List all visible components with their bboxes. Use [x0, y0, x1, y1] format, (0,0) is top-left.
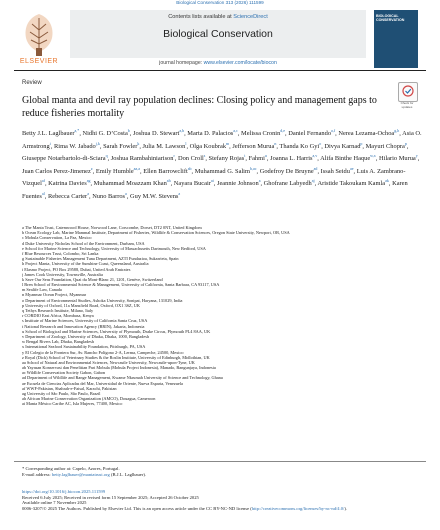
author-affiliation-marker[interactable]: aa,a: [133, 165, 140, 171]
author-name[interactable]: Nerea Lezama-Ochoa: [338, 130, 395, 138]
affiliation-item: o Department of Environmental Studies, Ashoka University, Sonipat, Haryana, 131029, India: [22, 297, 183, 303]
author-name[interactable]: Nidhi G. D’Costa: [82, 130, 128, 138]
author-name[interactable]: Aristide Takoukam Kamla: [317, 180, 386, 188]
affiliation-item: v Department of Zoology, University of Dhaka, Dhaka, 1000, Bangladesh: [22, 333, 150, 339]
check-for-updates-label: Check for updates: [400, 101, 414, 109]
author-name[interactable]: Muhammad G. Salim: [194, 167, 250, 175]
affiliation-item: e School for Marine Science and Technology, University of Massachusetts Dartmouth, New Bedford, USA: [22, 245, 206, 251]
affiliation-item: p University of Oxford, 11a Mansfield Road, Oxford, OX1 3SZ, UK: [22, 302, 140, 308]
author-affiliation-marker[interactable]: s: [203, 153, 206, 159]
license-line: [22, 506, 422, 512]
author-affiliation-marker[interactable]: p: [360, 140, 363, 146]
affiliation-item: c Mobula Conservation, La Paz, Mexico: [22, 235, 92, 241]
author-affiliation-marker[interactable]: k: [137, 140, 140, 146]
author-name[interactable]: Marta D. Palacios: [187, 130, 234, 138]
author-affiliation-marker[interactable]: p: [404, 140, 407, 146]
sciencedirect-link[interactable]: ScienceDirect: [233, 14, 268, 20]
affiliation-item: n Myanmar Ocean Project, Myanmar: [22, 292, 87, 298]
header-divider: [14, 70, 426, 71]
affiliation-item: q Tethys Research Institute, Milano, Italy: [22, 308, 94, 313]
author-name[interactable]: Stefany Rojas: [208, 155, 245, 163]
author-affiliation-marker[interactable]: j,k: [95, 140, 100, 146]
author-name[interactable]: Muhammad Moazzam Khan: [93, 180, 167, 188]
author-name[interactable]: Olga Koubrak: [189, 142, 227, 150]
doi-link[interactable]: https://doi.org/10.1016/j.biocon.2025.111599: [22, 489, 106, 494]
author-name[interactable]: Issah Seidu: [320, 167, 350, 175]
author-affiliation-marker[interactable]: l: [185, 140, 187, 146]
affiliation-item: l Bren School of Environmental Science & Management, University of California, Santa Barbara, CA 93117, USA: [22, 282, 220, 288]
license-prefix: 0006-3207/© 2025 The Authors. Published by Elsevier Ltd. This is an open access article under the CC BY-NC-ND license (: [22, 505, 252, 511]
author-affiliation-marker[interactable]: u: [264, 153, 267, 159]
journal-homepage-line: [70, 60, 366, 66]
affiliation-item: a The Manta Trust, Catemwood House, Norwood Lane, Corscombe, Dorset, DT2 0NT, United Kingdom: [22, 225, 202, 230]
author-affiliation-marker[interactable]: ai: [210, 178, 214, 184]
elsevier-logo: [14, 10, 64, 58]
affiliation-item: f Blue Resources Trust, Colombo, Sri Lanka: [22, 250, 99, 256]
author-name[interactable]: Guy M.W. Stevens: [130, 192, 179, 200]
author-affiliation-marker[interactable]: a: [125, 190, 127, 196]
author-name[interactable]: Joshua Rambahiniarison: [110, 155, 174, 163]
cover-title: BIOLOGICAL CONSERVATION: [376, 14, 405, 23]
author-affiliation-marker[interactable]: w,x: [370, 153, 376, 159]
author-name[interactable]: Luis A. Zambrano-Vizquel: [22, 167, 406, 188]
article-type: Review: [22, 80, 42, 86]
author-affiliation-marker[interactable]: a,c: [233, 128, 238, 133]
affiliation-item: ag University of São Paulo, São Paulo, Brazil: [22, 391, 101, 396]
author-affiliation-marker[interactable]: a: [258, 178, 261, 184]
author-affiliation-marker[interactable]: a: [178, 190, 181, 196]
affiliation-item: i Elasmo Project, PO Box 29588, Dubai, United Arab Emirates: [22, 266, 131, 272]
affiliation-item: g Sustainable Fisheries Management Tuna Department, AZTI Fundazioa, Sukarrieta, Spain: [22, 256, 179, 262]
publication-info: [22, 489, 422, 511]
author-name[interactable]: Alifa Binthe Haque: [320, 155, 371, 163]
affiliation-item: d Duke University Nicholas School of the Environment, Durham, USA: [22, 240, 145, 246]
affiliation-item: ab Yayasan Konservasi dan Penelitian Pari Mobula (Mobula Project Indonesia), Manado, Bangunjaya, Indonesia: [22, 365, 216, 371]
author-affiliation-marker[interactable]: q: [105, 153, 108, 159]
author-name[interactable]: Divya Karnad: [324, 142, 361, 150]
author-affiliation-marker[interactable]: ae: [349, 165, 354, 171]
author-name[interactable]: Hilario Murua: [379, 155, 416, 163]
author-affiliation-marker[interactable]: a,v: [312, 153, 318, 159]
affiliation-list: [22, 225, 422, 407]
author-name[interactable]: Nayara Bucair: [173, 180, 211, 188]
author-affiliation-marker[interactable]: m: [226, 140, 230, 146]
affiliation-item: u School of Biological and Marine Sciences, University of Plymouth, Drake Circus, Plymouth PL4 8AA, UK: [22, 328, 211, 334]
author-affiliation-marker[interactable]: n: [274, 140, 277, 146]
author-affiliation-marker[interactable]: d,e: [280, 128, 286, 133]
author-name[interactable]: Giuseppe Notarbartolo-di-Sciara: [22, 155, 106, 163]
author-name[interactable]: Daniel Fernando: [288, 130, 332, 138]
affiliation-item: ad Department of Wildlife and Range Management, Kwame Nkrumah University of Science and Technology, Ghana: [22, 375, 223, 381]
author-affiliation-marker[interactable]: b,ac: [249, 165, 257, 171]
author-name[interactable]: Juan Carlos Perez-Jimenez: [22, 167, 91, 175]
author-name[interactable]: Jefferson Murua: [232, 142, 275, 150]
author-name[interactable]: Karen Fuentes: [22, 180, 408, 200]
author-affiliation-marker[interactable]: ak: [385, 178, 389, 184]
author-affiliation-marker[interactable]: af: [41, 178, 45, 184]
author-affiliation-marker[interactable]: ag: [86, 178, 91, 184]
author-affiliation-marker[interactable]: y: [415, 153, 418, 159]
author-affiliation-marker[interactable]: ad: [313, 165, 318, 171]
contents-prefix: Contents lists available at: [168, 14, 234, 20]
article-title: Global manta and devil ray population declines: Closing policy and management gaps to reduce fisheries mortality: [22, 95, 377, 119]
homepage-prefix: journal homepage:: [159, 60, 204, 66]
author-name[interactable]: Rima W. Jabado: [54, 142, 96, 150]
affiliation-item: ah African Marine Conservation Organization (AMCO), Douagua, Cameroon: [22, 396, 156, 402]
author-name[interactable]: Melissa Cronin: [241, 130, 281, 138]
affiliation-item: af WWF-Pakistan, Shahrah-e-Faisal, Karachi, Pakistan: [22, 385, 117, 391]
author-affiliation-marker[interactable]: a,*: [74, 128, 80, 133]
affiliation-item: ac Wildlife Conservation Society Gabon, Gabon: [22, 370, 106, 376]
check-for-updates-badge[interactable]: [398, 82, 418, 102]
affiliation-item: m Sealife Law, Canada: [22, 287, 62, 293]
author-name[interactable]: Mayuri Chopra: [365, 142, 405, 150]
available-online: Available online 7 November 2025: [22, 500, 87, 506]
affiliation-item: r CORDIO East Africa, Mombasa, Kenya: [22, 313, 94, 319]
footnote-divider: [14, 461, 426, 462]
author-name[interactable]: Joanna L. Harris: [270, 155, 313, 163]
email-link[interactable]: betty.laglbauer@mantatrust.org: [51, 471, 110, 477]
check-updates-icon: [399, 83, 417, 101]
email-line: [22, 472, 422, 478]
affiliation-item: x International Seafood Sustainability Foundation, Pittsburgh, PA, USA: [22, 344, 146, 350]
affiliation-item: k Save Our Seas Foundation, Quai du Mont-Blanc 21, 1201, Genève, Switzerland: [22, 276, 163, 282]
author-name[interactable]: Thanda Ko Gyi: [279, 142, 320, 150]
affiliation-item: z Royal (Dick) School of Veterinary Studies & the Roslin Institute, University of Edinburgh, Midlothian, UK: [22, 354, 210, 360]
author-name[interactable]: Godefroy De Bruyne: [259, 167, 314, 175]
author-affiliation-marker[interactable]: g,h: [394, 128, 400, 133]
affiliation-item: ae Escuela de Ciencias Aplicadas del Mar, Universidad de Oriente, Nueva Esparta, Venezuela: [22, 380, 183, 386]
author-name[interactable]: Nuno Barros: [92, 192, 126, 200]
author-affiliation-marker[interactable]: ah: [166, 178, 171, 184]
author-affiliation-marker[interactable]: i: [49, 140, 51, 146]
journal-reference[interactable]: Biological Conservation 313 (2026) 111599: [176, 0, 264, 5]
corresponding-footnote: [22, 466, 422, 478]
author-name[interactable]: Julia M. Lawson: [142, 142, 186, 150]
affiliation-item: b Ocean Ecology Lab, Marine Mammal Institute, Department of Fisheries, Wildlife & Conservation Sciences, Oregon State University, Newport, OR, USA: [22, 230, 290, 236]
license-suffix: ).: [344, 505, 348, 511]
author-name[interactable]: Sarah Fowler: [103, 142, 138, 150]
author-affiliation-marker[interactable]: o: [319, 140, 322, 146]
author-affiliation-marker[interactable]: r: [173, 153, 175, 159]
author-name[interactable]: Ghofrane Labyedh: [263, 180, 312, 188]
author-affiliation-marker[interactable]: a,f: [331, 128, 336, 133]
author-name[interactable]: Betty J.L. Laglbauer: [22, 130, 75, 138]
author-name[interactable]: Joshua D. Stewart: [132, 130, 180, 138]
author-affiliation-marker[interactable]: al: [41, 190, 45, 196]
author-affiliation-marker[interactable]: b: [127, 128, 130, 133]
email-label: E-mail address:: [22, 471, 52, 477]
affiliation-item: aa School of Natural and Environmental Sciences, Newcastle University, Newcastle-upon-Tyne, UK: [22, 359, 195, 365]
author-affiliation-marker[interactable]: t: [244, 153, 246, 159]
author-affiliation-marker[interactable]: z: [90, 165, 93, 171]
author-name[interactable]: Asia O. Armstrong: [22, 130, 422, 150]
license-link[interactable]: http://creativecommons.org/licenses/by-nc-nd/4.0/: [251, 505, 345, 511]
contents-line: [70, 14, 366, 20]
author-affiliation-marker[interactable]: a: [87, 190, 89, 196]
journal-title: Biological Conservation: [163, 28, 273, 40]
affiliation-item: s Institute of Marine Sciences, University of California Santa Cruz, USA: [22, 318, 148, 324]
affiliation-item: h Project Manta, University of the Sunshine Coast, Queensland, Australia: [22, 261, 149, 267]
email-suffix: (B.J.L. Laglbauer).: [109, 471, 147, 477]
author-name[interactable]: Jeannie Johnson: [216, 180, 259, 188]
author-name[interactable]: Don Croll: [178, 155, 204, 163]
author-name[interactable]: Ellen Barrowclift: [143, 167, 188, 175]
affiliation-item: j James Cook University, Townsville, Australia: [22, 271, 103, 277]
publisher-logo-text: ELSEVIER: [19, 58, 59, 65]
author-affiliation-marker[interactable]: a,b: [179, 128, 185, 133]
author-affiliation-marker[interactable]: ab: [187, 165, 192, 171]
author-name[interactable]: Katrina Davies: [48, 180, 87, 188]
author-affiliation-marker[interactable]: aj: [311, 178, 315, 184]
author-name[interactable]: Fahmi: [248, 155, 265, 163]
affiliation-item: ai Manta México Caribe AC, Isla Mujeres, 77400, Mexico: [22, 401, 123, 407]
author-name[interactable]: Emily Humble: [95, 167, 134, 175]
affiliation-item: w Bengal Rivers Lab, Dhaka, Bangladesh: [22, 339, 94, 345]
corresponding-note: * Corresponding author at: Capelo, Azores, Portugal.: [22, 466, 120, 471]
author-list: Betty J.L. Laglbauer$^{a,*}$, Nidhi G. D’Costa$^b$, Joshua D. Stewart$^{a,b}$, Marta D. Palacios$^{a,c}$, Melissa Cronin$^{d,e}$, Daniel Fernando$^{a,f}$, Nerea Lezama-Ochoa$^{g,h}$, Asia O. Armstrong$^i$, Rima W. Jabado$^{j,k}$, Sarah Fowler$^k$, Julia M. Lawson$^l$, Olga Koubrak$^m$, Jefferson Murua$^n$, Thanda Ko Gyi$^o$, Divya Karnad$^p$, Mayuri Chopra$^p$, Giuseppe Notarbartolo-di-Sciara$^q$, Joshua Rambahiniarison$^r$, Don Croll$^s$, Stefany Rojas$^t$, Fahmi$^u$, Joanna L. Harris$^{a,v}$, Alifa Binthe Haque$^{w,x}$, Hilario Murua$^y$, Juan Carlos Perez-Jimenez$^z$, Emily Humble$^{aa,a}$, Ellen Barrowclift$^{ab}$, Muhammad G. Salim$^{b,ac}$, Godefroy De Bruyne$^{ad}$, Issah Seidu$^{ae}$, Luis A. Zambrano-Vizquel$^{af}$, Katrina Davies$^{ag}$, Muhammad Moazzam Khan$^{ah}$, Nayara Bucair$^{ai}$, Jeannie Johnson$^a$, Ghofrane Labyedh$^{aj}$, Aristide Takoukam Kamla$^{ak}$, Karen Fuentes$^{al}$, Rebecca Carter$^a$, Nuno Barros$^a$, Guy M.W. Stevens$^a$: [22, 128, 422, 200]
author-name[interactable]: Rebecca Carter: [47, 192, 88, 200]
affiliation-item: t National Research and Innovation Agency (BRIN), Jakarta, Indonesia: [22, 323, 145, 329]
journal-homepage-link[interactable]: www.elsevier.com/locate/biocon: [203, 60, 277, 66]
received-dates: Received 6 July 2025; Received in revised form 15 September 2025; Accepted 26 October 2025: [22, 494, 199, 500]
affiliation-item: y El Colegio de la Frontera Sur, Av. Rancho Polígono 2-A, Lerma, Campeche, 24500, Mexico: [22, 349, 184, 355]
